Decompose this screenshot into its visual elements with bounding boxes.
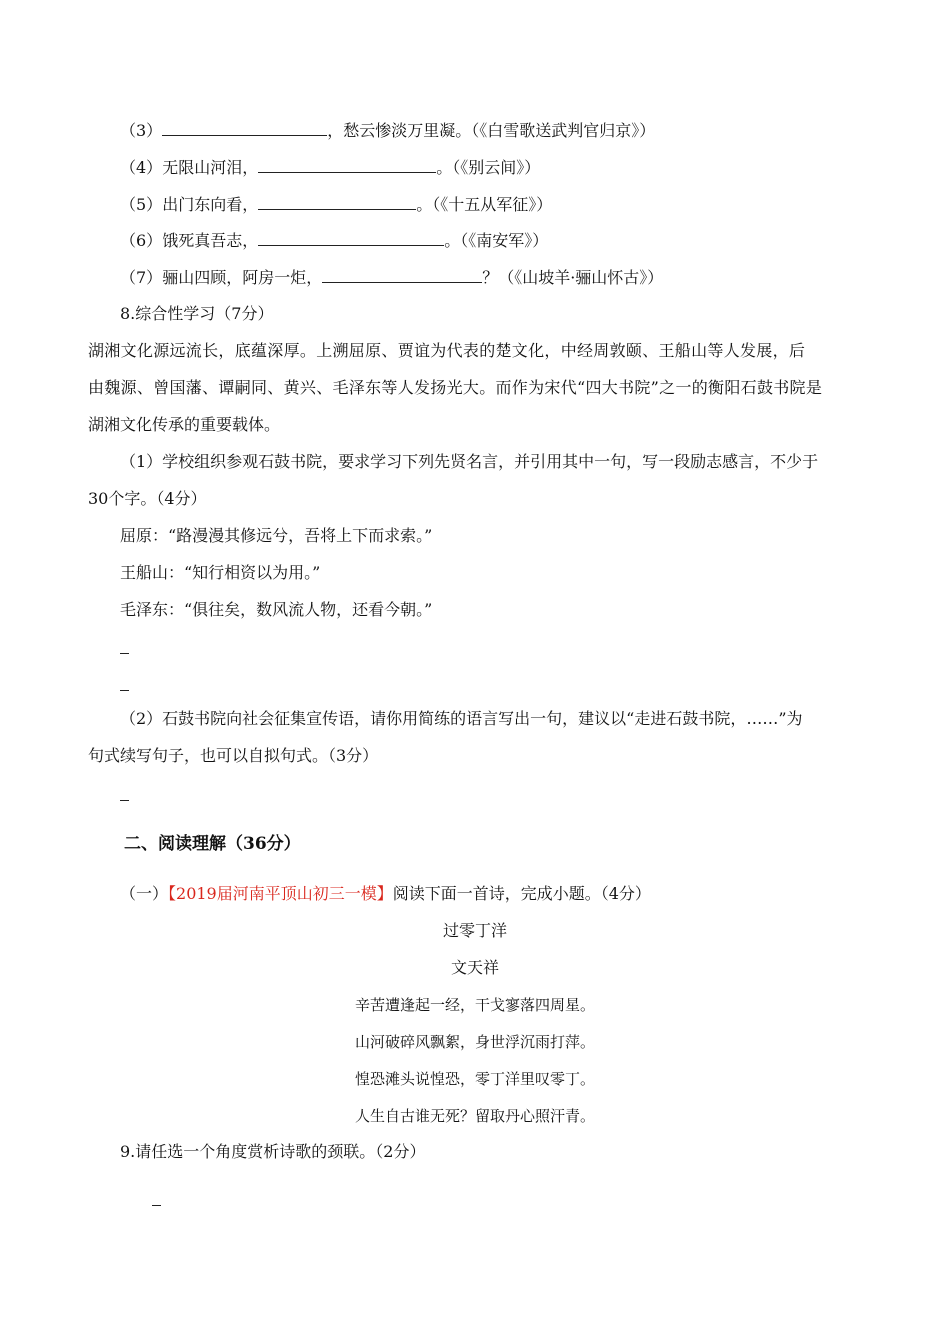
poem-line: 人生自古谁无死？留取丹心照汗青。 [354, 1107, 595, 1125]
q8-title: 8.综合性学习（7分） [120, 304, 274, 323]
answer-blank[interactable] [258, 230, 444, 246]
quote-wang-chuanshan: 王船山：“知行相资以为用。” [120, 563, 321, 582]
answer-blank[interactable] [162, 120, 327, 136]
source-label: 【2019届河南平顶山初三一模】 [168, 884, 393, 903]
reading-subheading: （一）【2019届河南平顶山初三一模】阅读下面一首诗，完成小题。（4分） [120, 884, 651, 903]
quote-mao-zedong: 毛泽东：“俱往矣，数风流人物，还看今朝。” [120, 600, 433, 619]
answer-line[interactable] [152, 1205, 161, 1206]
fill-blank-4: （4）无限山河泪， 。（《别云间》） [120, 158, 541, 177]
poem-line: 惶恐滩头说惶恐，零丁洋里叹零丁。 [354, 1070, 595, 1088]
fill-blank-5: （5）出门东向看， 。（《十五从军征》） [120, 195, 553, 214]
answer-line[interactable] [120, 690, 129, 691]
q8-intro-line: 湖湘文化源远流长，底蕴深厚。上溯屈原、贾谊为代表的楚文化，中经周敦颐、王船山等人发展，后 [88, 341, 806, 360]
q9-title: 9.请任选一个角度赏析诗歌的颈联。（2分） [120, 1142, 426, 1161]
q8-intro-line: 湖湘文化传承的重要载体。 [88, 415, 281, 434]
poem-line: 山河破碎风飘絮，身世浮沉雨打萍。 [354, 1033, 595, 1051]
poem-line: 辛苦遭逢起一经，干戈寥落四周星。 [354, 996, 595, 1014]
fill-blank-3: （3） ，愁云惨淡万里凝。（《白雪歌送武判官归京》） [120, 121, 656, 140]
fill-blank-6: （6）饿死真吾志， 。（《南安军》） [120, 231, 549, 250]
poem-author: 文天祥 [450, 958, 499, 977]
fill-blank-7: （7）骊山四顾，阿房一炬， ？（《山坡羊·骊山怀古》） [120, 268, 664, 287]
q8-intro-line: 由魏源、曾国藩、谭嗣同、黄兴、毛泽东等人发扬光大。而作为宋代“四大书院”之一的衡阳石鼓书院是 [88, 378, 823, 397]
q8-part1-line: 30个字。（4分） [88, 489, 207, 508]
quote-qu-yuan: 屈原：“路漫漫其修远兮，吾将上下而求索。” [120, 526, 433, 545]
q8-part1-line: （1）学校组织参观石鼓书院，要求学习下列先贤名言，并引用其中一句，写一段励志感言，不少于 [120, 452, 819, 471]
q8-part2-line: （2）石鼓书院向社会征集宣传语，请你用简练的语言写出一句，建议以“走进石鼓书院，……”为 [120, 709, 803, 728]
answer-line[interactable] [120, 653, 129, 654]
q8-part2-line: 句式续写句子，也可以自拟句式。（3分） [88, 746, 379, 765]
answer-blank[interactable] [258, 194, 416, 210]
section-heading: 二、阅读理解（36分） [124, 834, 301, 854]
answer-blank[interactable] [322, 267, 482, 283]
poem-title: 过零丁洋 [442, 921, 507, 940]
answer-blank[interactable] [258, 157, 436, 173]
answer-line[interactable] [120, 800, 129, 801]
